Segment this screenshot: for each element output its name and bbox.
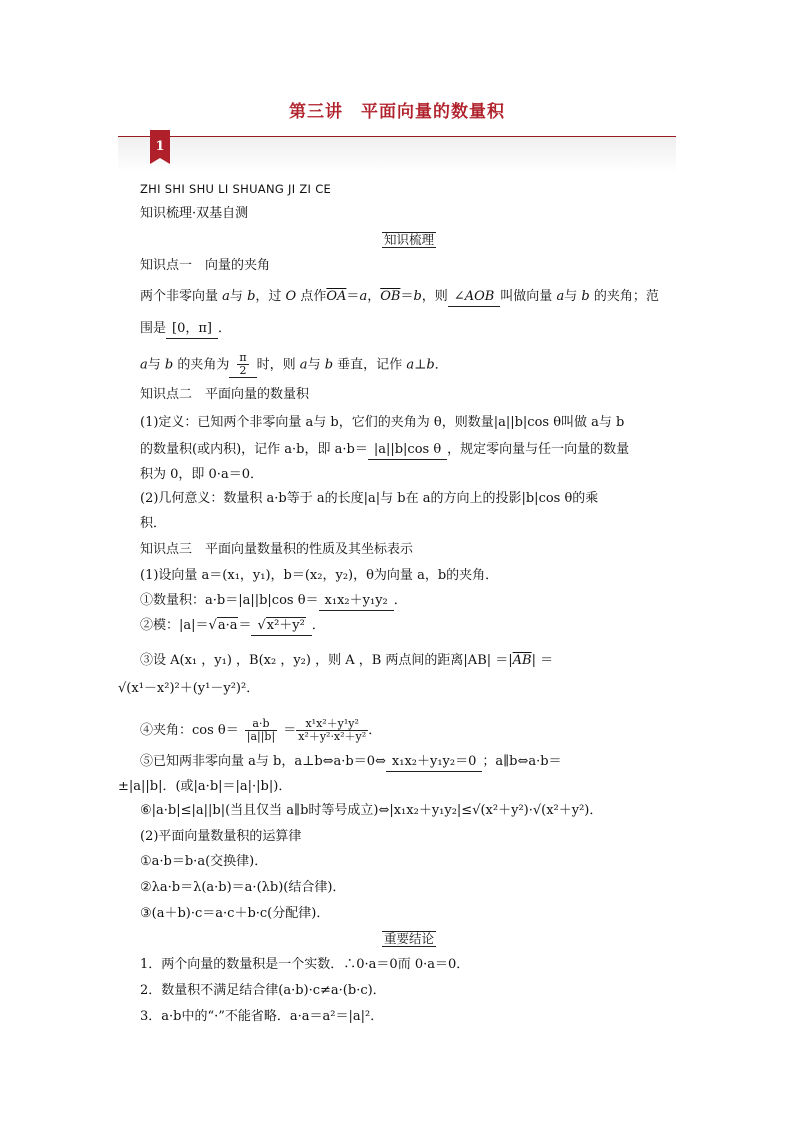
kp3-line-2: ①数量积：a·b＝|a||b|cos θ＝ x₁x₂＋y₁y₂ ．: [140, 592, 407, 611]
kp3-line-11: ①a·b＝b·a(交换律)．: [140, 854, 268, 869]
header-band: [118, 137, 676, 173]
box-heading-conclusions: 重要结论: [384, 931, 435, 946]
kp1-line-2: 围是 [0，π] ．: [140, 320, 231, 339]
kp2-line-1: (1)定义：已知两个非零向量 a与 b，它们的夹角为 θ，则数量|a||b|cos θ叫做 a与 b: [140, 415, 625, 430]
kp2-line-5: 积．: [140, 516, 167, 531]
kp1-line-1: 两个非零向量 a与 b，过 O 点作$\overline{OA}=a$，$\overline{OB}=b$，则 ∠AOB 叫做向量 a与 b 的夹角；范: [140, 288, 659, 307]
section-subtitle: 知识梳理·双基自测: [140, 206, 249, 221]
conclusion-1: 1．两个向量的数量积是一个实数．∴0·a＝0而 0·a＝0．: [140, 957, 470, 972]
kp2-line-3: 积为 0，即 0·a＝0．: [140, 467, 263, 482]
kp2-line-2: 的数量积(或内积)，记作 a·b，即 a·b＝ |a||b|cos θ ，规定零向量与任一向量的数量: [140, 441, 629, 460]
kp3-line-3: ②模：|a|＝√a·a＝ √x²＋y² ．: [140, 617, 325, 636]
kp3-line-4: ③设 A(x₁ ，y₁) ，B(x₂ ，y₂) ，则 A ，B 两点间的距离$|AB| =|\overline{AB}|$ ＝: [140, 653, 554, 668]
box-heading-knowledge: 知识梳理: [384, 232, 435, 247]
section-badge-number: 1: [155, 139, 165, 154]
kp1-line-3: a与 b 的夹角为 $\frac{\pi}{2}$ 时，则 a与 b 垂直，记作 a⊥b．: [140, 351, 448, 377]
page-title: 第三讲 平面向量的数量积: [289, 102, 505, 122]
section-badge-icon: [150, 130, 170, 164]
kp3-line-1: (1)设向量 a＝(x₁，y₁)，b＝(x₂，y₂)，θ为向量 a，b的夹角．: [140, 568, 499, 583]
kp2-line-4: (2)几何意义：数量积 a·b等于 a的长度|a|与 b在 a的方向上的投影|b|cos θ的乘: [140, 491, 599, 506]
kp2-heading: 知识点二 平面向量的数量积: [140, 387, 310, 402]
kp3-line-9: ⑥|a·b|≤|a||b|(当且仅当 a∥b时等号成立)⇔|x₁x₂＋y₁y₂|≤√(x²＋y²)·√(x²＋y²)．: [140, 803, 603, 818]
kp3-line-7: ⑤已知两非零向量 a与 b，a⊥b⇔a·b＝0⇔ x₁x₂＋y₁y₂＝0 ；a∥b⇔a·b＝: [140, 753, 562, 772]
conclusion-3: 3．a·b中的“·”不能省略．a·a＝a²＝|a|²．: [140, 1009, 384, 1024]
kp3-heading: 知识点三 平面向量数量积的性质及其坐标表示: [140, 542, 414, 557]
kp1-heading: 知识点一 向量的夹角: [140, 258, 271, 273]
kp3-line-12: ②λa·b＝λ(a·b)＝a·(λb)(结合律)．: [140, 880, 346, 895]
kp3-line-5: √(x¹－x²)²＋(y¹－y²)²．: [118, 681, 260, 696]
section-pinyin: ZHI SHI SHU LI SHUANG JI ZI CE: [140, 182, 332, 196]
kp3-line-8: ±|a||b|．(或|a·b|＝|a|·|b|)．: [118, 779, 292, 794]
kp3-line-10: (2)平面向量数量积的运算律: [140, 829, 302, 844]
kp3-line-13: ③(a＋b)·c＝a·c＋b·c(分配律)．: [140, 906, 330, 921]
kp3-line-6: ④夹角：cos θ＝ $\frac{a\cdot b}{|a||b|}$ ＝ $\frac{\text{x¹x²＋y¹y²}}{\text{x²＋y²·x²＋y²}}$ ．: [140, 717, 382, 743]
conclusion-2: 2．数量积不满足结合律(a·b)·c≠a·(b·c)．: [140, 983, 386, 998]
